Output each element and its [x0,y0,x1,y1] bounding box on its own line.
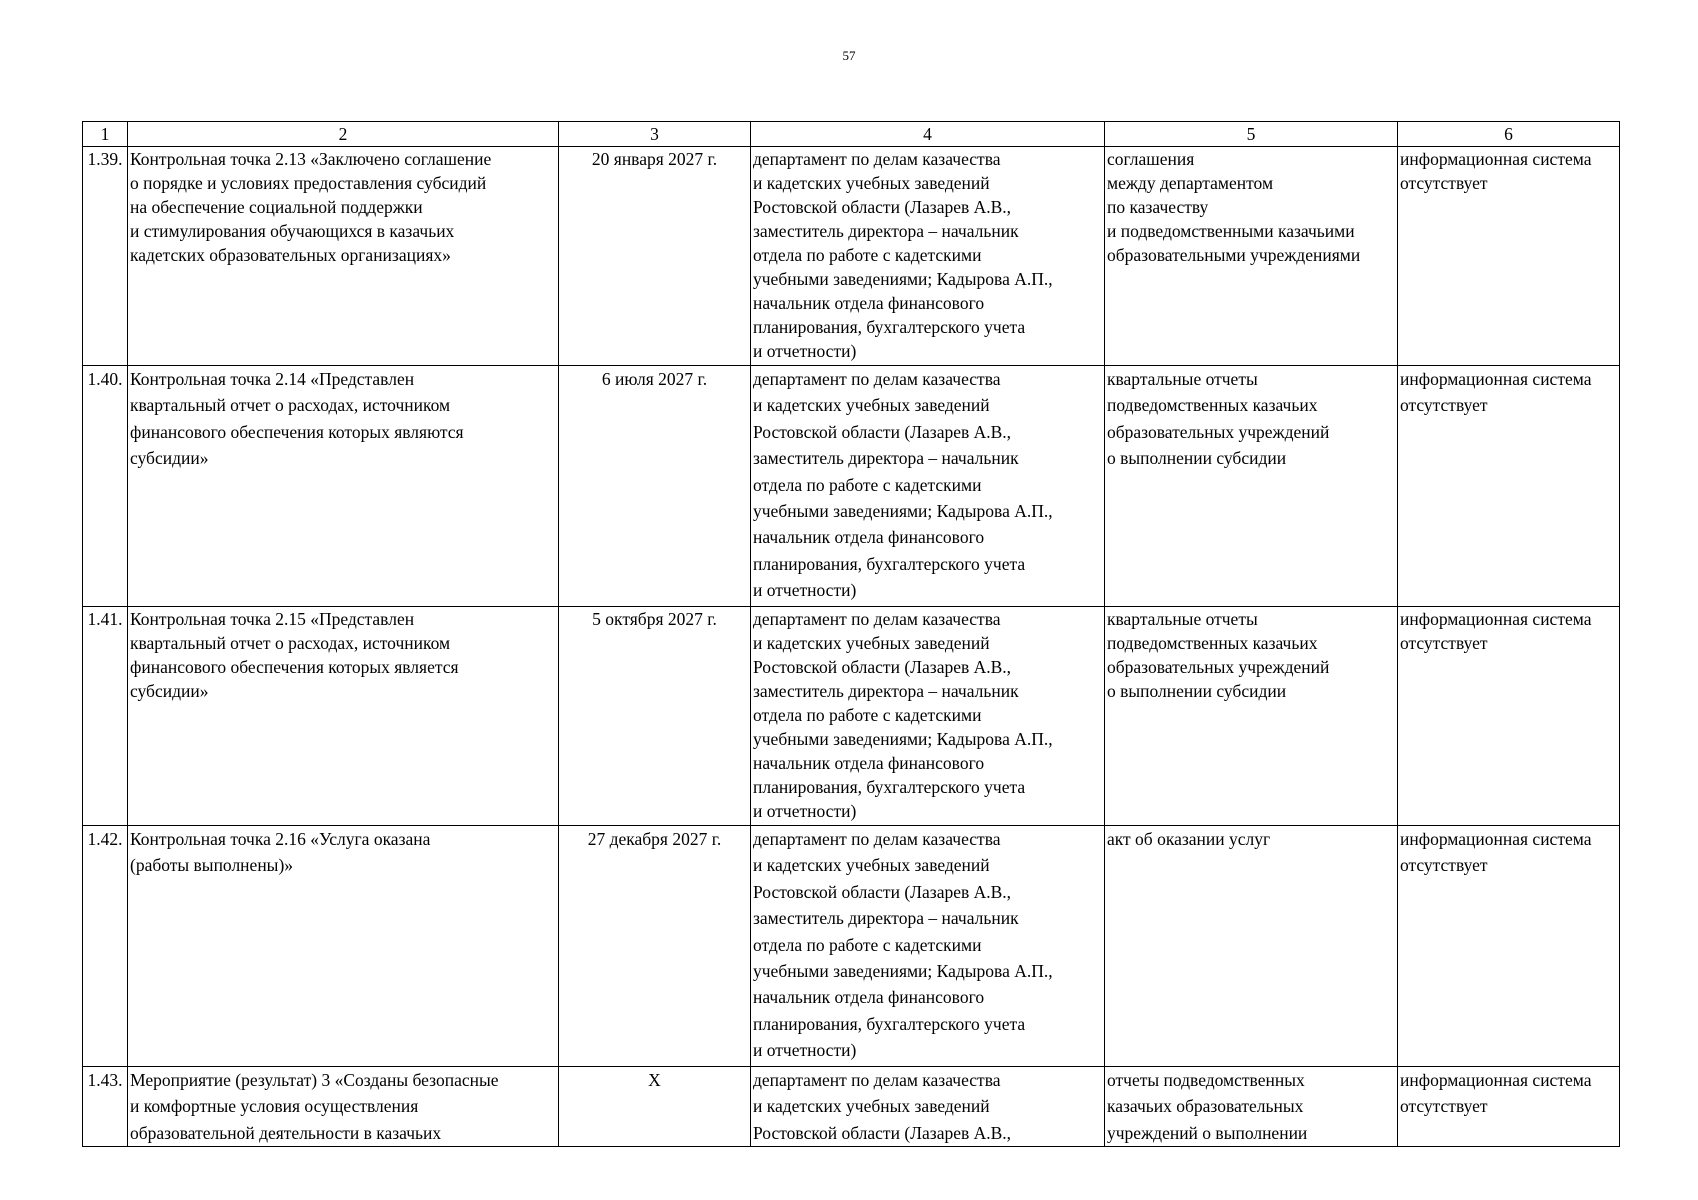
header-cell: 5 [1105,122,1398,147]
row-system: информационная система отсутствует [1398,607,1620,826]
header-cell: 6 [1398,122,1620,147]
row-number: 1.43. [83,1067,128,1147]
control-points-table [82,121,1620,1147]
row-responsible: департамент по делам казачества и кадетских учебных заведений Ростовской области (Лазарев А.В., заместитель директора – начальник отдела по работе с кадетскими учебными заведениями; Кадырова А.П., начальник отдела финансового планирования, бухгалтерского учета и отчетности) [751,607,1105,826]
row-system: информационная система отсутствует [1398,147,1620,366]
row-name: Контрольная точка 2.13 «Заключено соглашение о порядке и условиях предоставления субсидий на обеспечение социальной поддержки и стимулирования обучающихся в казачьих кадетских образовательных организациях» [128,147,559,366]
row-system: информационная система отсутствует [1398,366,1620,607]
row-date: 5 октября 2027 г. [559,607,751,826]
row-number: 1.39. [83,147,128,366]
header-cell: 3 [559,122,751,147]
row-date: 6 июля 2027 г. [559,366,751,607]
row-system: информационная система отсутствует [1398,826,1620,1067]
row-date: Х [559,1067,751,1147]
table-row [83,366,1620,607]
table-row [83,607,1620,826]
table-header-row [83,122,1620,147]
row-system: информационная система отсутствует [1398,1067,1620,1147]
page-number: 57 [842,48,856,63]
header-cell: 2 [128,122,559,147]
row-name: Контрольная точка 2.15 «Представлен квартальный отчет о расходах, источником финансового обеспечения которых является субсидии» [128,607,559,826]
row-responsible: департамент по делам казачества и кадетских учебных заведений Ростовской области (Лазарев А.В., заместитель директора – начальник отдела по работе с кадетскими учебными заведениями; Кадырова А.П., начальник отдела финансового планирования, бухгалтерского учета и отчетности) [751,147,1105,366]
row-document: соглашения между департаментом по казачеству и подведомственными казачьими образовательными учреждениями [1105,147,1398,366]
row-name: Контрольная точка 2.16 «Услуга оказана (работы выполнены)» [128,826,559,1067]
row-document: отчеты подведомственных казачьих образовательных учреждений о выполнении [1105,1067,1398,1147]
row-name: Мероприятие (результат) 3 «Созданы безопасные и комфортные условия осуществления образовательной деятельности в казачьих [128,1067,559,1147]
table-row [83,1067,1620,1147]
table-row [83,826,1620,1067]
header-cell: 1 [83,122,128,147]
row-responsible: департамент по делам казачества и кадетских учебных заведений Ростовской области (Лазарев А.В., заместитель директора – начальник отдела по работе с кадетскими учебными заведениями; Кадырова А.П., начальник отдела финансового планирования, бухгалтерского учета и отчетности) [751,826,1105,1067]
row-name: Контрольная точка 2.14 «Представлен квартальный отчет о расходах, источником финансового обеспечения которых являются субсидии» [128,366,559,607]
row-document: квартальные отчеты подведомственных казачьих образовательных учреждений о выполнении субсидии [1105,366,1398,607]
header-cell: 4 [751,122,1105,147]
row-responsible: департамент по делам казачества и кадетских учебных заведений Ростовской области (Лазарев А.В., заместитель директора – начальник отдела по работе с кадетскими учебными заведениями; Кадырова А.П., начальник отдела финансового планирования, бухгалтерского учета и отчетности) [751,366,1105,607]
table-row [83,147,1620,366]
row-responsible: департамент по делам казачества и кадетских учебных заведений Ростовской области (Лазарев А.В., [751,1067,1105,1147]
row-number: 1.42. [83,826,128,1067]
row-number: 1.41. [83,607,128,826]
row-document: квартальные отчеты подведомственных казачьих образовательных учреждений о выполнении субсидии [1105,607,1398,826]
row-date: 27 декабря 2027 г. [559,826,751,1067]
row-number: 1.40. [83,366,128,607]
row-document: акт об оказании услуг [1105,826,1398,1067]
row-date: 20 января 2027 г. [559,147,751,366]
